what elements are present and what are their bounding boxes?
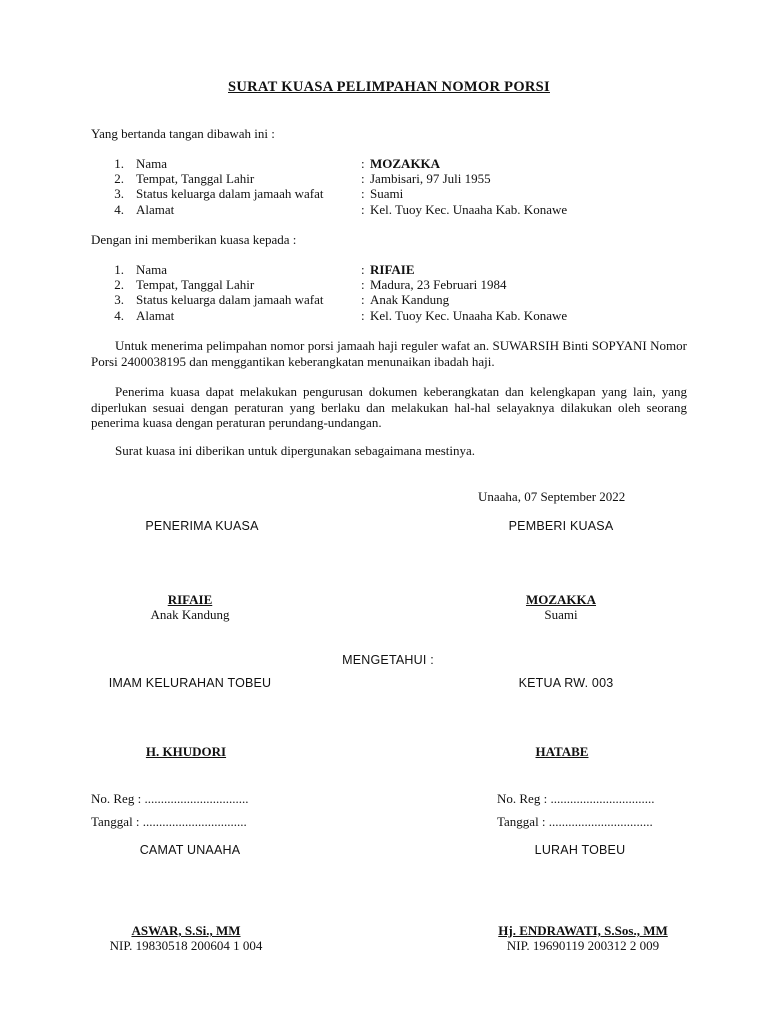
penerima-name: RIFAIE (167, 592, 213, 607)
field-colon: : (361, 277, 365, 292)
paragraph-text: Penerima kuasa dapat melakukan pengurusan dokumen keberangkatan dan kelengkapan yang lain, yang diperlukan sesuai dengan peraturan yang berlaku dan melakukan hal-hal selayaknya dilakukan oleh seorang penerima kuasa dengan peraturan perundang-undangan. (91, 384, 687, 430)
penerima-relation: Anak Kandung (150, 607, 230, 622)
pemberi-role: PEMBERI KUASA (508, 519, 614, 533)
field-label: Nama (136, 262, 168, 277)
pemberi-name: MOZAKKA (525, 592, 597, 607)
paragraph-text: Untuk menerima pelimpahan nomor porsi jamaah haji reguler wafat an. SUWARSIH Binti SOPYANI Nomor Porsi 2400038195 dan menggantikan keberangkatan menunaikan ibadah haji. (91, 338, 687, 369)
imam-role: IMAM KELURAHAN TOBEU (108, 676, 272, 690)
paragraph-text: Surat kuasa ini diberikan untuk dipergunakan sebagaimana mestinya. (115, 443, 476, 458)
field-label: Alamat (136, 308, 175, 323)
giver-address: Kel. Tuoy Kec. Unaaha Kab. Konawe (370, 202, 568, 217)
field-colon: : (361, 202, 365, 217)
field-label: Alamat (136, 202, 175, 217)
field-colon: : (361, 292, 365, 307)
lurah-nip: NIP. 19690119 200312 2 009 (506, 938, 660, 953)
giver-status: Suami (370, 186, 404, 201)
paragraph-closing (91, 443, 687, 459)
tanggal-right: Tanggal : ................................ (497, 814, 653, 829)
receiver-address: Kel. Tuoy Kec. Unaaha Kab. Konawe (370, 308, 568, 323)
field-label: Tempat, Tanggal Lahir (136, 277, 255, 292)
camat-name: ASWAR, S.Si., MM (131, 923, 241, 938)
list-number: 2. (114, 277, 124, 292)
receiver-status: Anak Kandung (370, 292, 450, 307)
lurah-name: Hj. ENDRAWATI, S.Sos., MM (498, 923, 668, 938)
paragraph-delegation (91, 338, 687, 369)
list-number: 2. (114, 171, 124, 186)
camat-role: CAMAT UNAAHA (139, 843, 241, 857)
list-number: 1. (114, 262, 124, 277)
pemberi-relation: Suami (544, 607, 578, 622)
list-number: 4. (114, 202, 124, 217)
no-reg-right: No. Reg : ................................ (497, 791, 655, 806)
giver-name: MOZAKKA (370, 156, 441, 171)
paragraph-authority (91, 384, 687, 431)
lurah-role: LURAH TOBEU (534, 843, 626, 857)
intro-text: Yang bertanda tangan dibawah ini : (91, 126, 275, 141)
field-colon: : (361, 262, 365, 277)
list-number: 1. (114, 156, 124, 171)
field-colon: : (361, 156, 365, 171)
ketua-rw-role: KETUA RW. 003 (518, 676, 614, 690)
penerima-role: PENERIMA KUASA (145, 519, 259, 533)
field-colon: : (361, 171, 365, 186)
place-date: Unaaha, 07 September 2022 (478, 489, 626, 504)
receiver-name: RIFAIE (370, 262, 415, 277)
grant-intro-text: Dengan ini memberikan kuasa kepada : (91, 232, 297, 247)
field-label: Nama (136, 156, 168, 171)
receiver-birth: Madura, 23 Februari 1984 (370, 277, 507, 292)
field-colon: : (361, 308, 365, 323)
field-label: Tempat, Tanggal Lahir (136, 171, 255, 186)
list-number: 3. (114, 292, 124, 307)
giver-birth: Jambisari, 97 Juli 1955 (370, 171, 491, 186)
field-label: Status keluarga dalam jamaah wafat (136, 186, 324, 201)
field-colon: : (361, 186, 365, 201)
field-label: Status keluarga dalam jamaah wafat (136, 292, 324, 307)
document-title: SURAT KUASA PELIMPAHAN NOMOR PORSI (228, 79, 550, 95)
list-number: 3. (114, 186, 124, 201)
mengetahui-label: MENGETAHUI : (342, 653, 434, 667)
camat-nip: NIP. 19830518 200604 1 004 (109, 938, 263, 953)
ketua-rw-name: HATABE (535, 744, 589, 759)
no-reg-left: No. Reg : ................................ (91, 791, 249, 806)
imam-name: H. KHUDORI (145, 744, 227, 759)
tanggal-left: Tanggal : ................................ (91, 814, 247, 829)
list-number: 4. (114, 308, 124, 323)
